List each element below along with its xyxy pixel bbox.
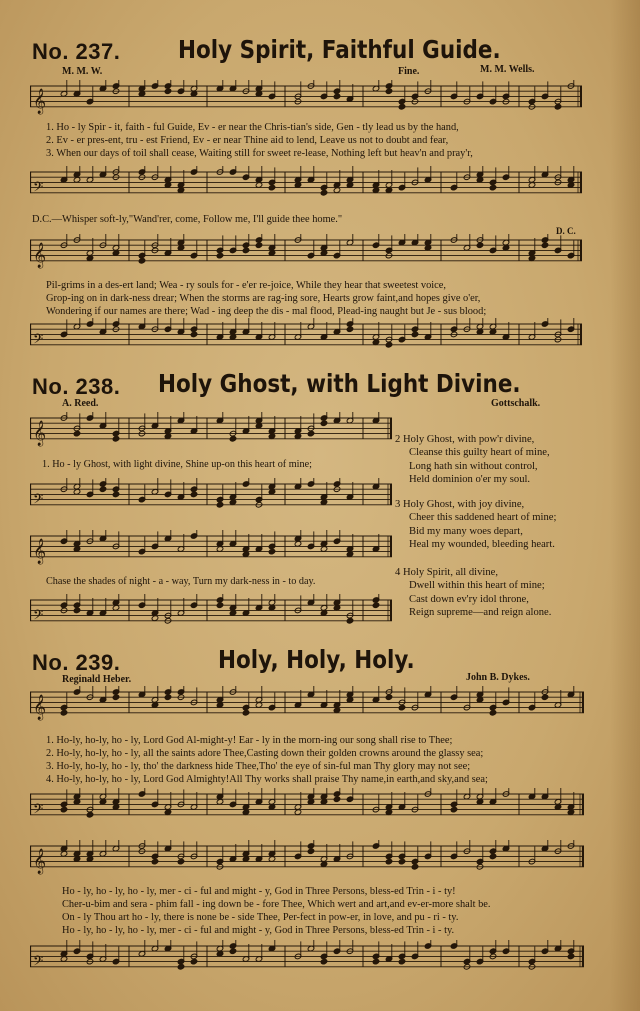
verse-line: 1. Ho - ly Ghost, with light divine, Shine up-on this heart of mine; bbox=[42, 459, 312, 470]
bass-staff bbox=[30, 318, 582, 358]
words-credit: Reginald Heber. bbox=[62, 674, 132, 685]
verse-line: 3. Ho-ly, ho-ly, ho - ly, tho' the darkness hide Thee,Tho' the eye of sin-ful man Thy glory may not see; bbox=[46, 761, 471, 772]
verse-line: 1. Ho - ly Spir - it, faith - ful Guide, Ev - er near the Chris-tian's side, Gen - tly lead us by the hand, bbox=[46, 122, 459, 133]
music-notation bbox=[30, 840, 584, 886]
stanza-block bbox=[395, 566, 551, 619]
stanza-line: 4 Holy Spirit, all divine, bbox=[395, 567, 498, 578]
dc-line: D.C.—Whisper soft-ly,"Wand'rer, come, Follow me, I'll guide thee home." bbox=[32, 214, 343, 225]
music-notation bbox=[30, 234, 582, 278]
verse-line: Chase the shades of night - a - way, Turn my dark-ness in - to day. bbox=[46, 576, 316, 587]
verse-line: 4. Ho-ly, ho-ly, ho - ly, Lord God Almighty!All Thy works shall praise Thy name,in earth,and sky,and sea; bbox=[46, 774, 488, 785]
music-credit: M. M. Wells. bbox=[480, 64, 535, 75]
verse-line: Pil-grims in a des-ert land; Wea - ry souls for - e'er re-joice, While they hear that sweetest voice, bbox=[46, 280, 446, 291]
music-notation bbox=[30, 318, 582, 358]
hymn-title: Holy, Holy, Holy. bbox=[218, 645, 415, 674]
stanza-line: Heal my wounded, bleeding heart. bbox=[409, 538, 555, 550]
verse-line: 1. Ho-ly, ho-ly, ho - ly, Lord God Al-might-y! Ear - ly in the morn-ing our song shall rise to Thee; bbox=[46, 735, 453, 746]
page-edge-shade bbox=[610, 0, 640, 1011]
svg-text:𝄢: 𝄢 bbox=[33, 952, 44, 972]
svg-text:𝄢: 𝄢 bbox=[33, 178, 44, 198]
verse-line: 3. When our days of toil shall cease, Waiting still for sweet re-lease, Nothing left but heav'n and pray'r, bbox=[46, 148, 473, 159]
verse-line: Ho - ly, ho - ly, ho - ly, mer - ci - ful and might - y, God in Three Persons, bless-ed Trin - i - ty. bbox=[62, 925, 455, 936]
verse-line: 2. Ev - er pres-ent, tru - est Friend, Ev - er near Thine aid to lend, Leave us not to doubt and fear, bbox=[46, 135, 449, 146]
stanza-line: 3 Holy Ghost, with joy divine, bbox=[395, 499, 525, 510]
hymn-number: No. 237. bbox=[32, 39, 121, 64]
svg-text:𝄞: 𝄞 bbox=[33, 538, 47, 564]
bass-staff bbox=[30, 166, 582, 210]
verse-line: Ho - ly, ho - ly, ho - ly, mer - ci - ful and might - y, God in Three Persons, bless-ed Trin - i - ty! bbox=[62, 886, 456, 897]
stanza-line: Cleanse this guilty heart of mine, bbox=[409, 447, 550, 459]
stanza-line: Held dominion o'er my soul. bbox=[409, 473, 531, 485]
stanza-line: Bid my many woes depart, bbox=[409, 525, 523, 537]
music-credit: John B. Dykes. bbox=[466, 672, 530, 683]
stanza-line: Cheer this saddened heart of mine; bbox=[409, 512, 557, 524]
svg-text:𝄞: 𝄞 bbox=[33, 848, 47, 874]
verse-line: Cher-u-bim and sera - phim fall - ing down be - fore Thee, Which wert and art,and ev-er-more shalt be. bbox=[62, 899, 491, 910]
svg-text:𝄢: 𝄢 bbox=[33, 800, 44, 820]
svg-text:𝄞: 𝄞 bbox=[33, 694, 47, 720]
music-notation bbox=[30, 478, 392, 518]
bass-staff bbox=[30, 594, 392, 634]
bass-staff bbox=[30, 788, 584, 834]
svg-text:𝄢: 𝄢 bbox=[33, 490, 44, 510]
words-credit: A. Reed. bbox=[62, 398, 99, 409]
svg-text:𝄢: 𝄢 bbox=[33, 606, 44, 626]
verse-line: Grop-ing on in dark-ness drear; When the storms are rag-ing sore, Hearts grow faint,and hopes give o'er, bbox=[46, 293, 481, 304]
treble-staff bbox=[30, 840, 584, 886]
verse-line: On - ly Thou art ho - ly, there is none be - side Thee, Per-fect in pow-er, in love, and pu - ri - ty. bbox=[62, 912, 459, 923]
treble-staff bbox=[30, 686, 584, 734]
treble-staff bbox=[30, 412, 392, 456]
music-notation bbox=[30, 686, 584, 734]
treble-staff bbox=[30, 530, 392, 574]
music-notation bbox=[30, 530, 392, 574]
music-credit: Gottschalk. bbox=[491, 398, 541, 409]
stanza-line: Reign supreme—and reign alone. bbox=[409, 606, 552, 618]
dc-mark: D. C. bbox=[556, 226, 576, 236]
fine-mark: Fine. bbox=[398, 66, 420, 77]
hymn-number: No. 239. bbox=[32, 650, 121, 675]
svg-text:𝄞: 𝄞 bbox=[33, 420, 47, 446]
words-credit: M. M. W. bbox=[62, 66, 103, 77]
music-notation bbox=[30, 166, 582, 210]
treble-staff bbox=[30, 234, 582, 278]
svg-text:𝄢: 𝄢 bbox=[33, 330, 44, 350]
svg-text:𝄞: 𝄞 bbox=[33, 88, 47, 114]
stanza-block bbox=[395, 498, 556, 551]
stanza-line: 2 Holy Ghost, with pow'r divine, bbox=[395, 434, 535, 445]
music-notation bbox=[30, 788, 584, 834]
bass-staff bbox=[30, 478, 392, 518]
music-notation bbox=[30, 412, 392, 456]
stanza-line: Cast down ev'ry idol throne, bbox=[409, 593, 529, 605]
hymn-number: No. 238. bbox=[32, 374, 121, 399]
verse-line: 2. Ho-ly, ho-ly, ho - ly, all the saints adore Thee,Casting down their golden crowns around the glassy sea; bbox=[46, 748, 484, 759]
hymn-title: Holy Spirit, Faithful Guide. bbox=[178, 35, 501, 64]
music-notation bbox=[30, 940, 584, 990]
treble-staff bbox=[30, 80, 582, 124]
stanza-line: Long hath sin without control, bbox=[409, 460, 538, 472]
verse-line: Wondering if our names are there; Wad - ing deep the dis - mal flood, Plead-ing naught but Je - sus blood; bbox=[46, 306, 487, 317]
bass-staff bbox=[30, 940, 584, 990]
hymn-title: Holy Ghost, with Light Divine. bbox=[158, 369, 521, 398]
stanza-line: Dwell within this heart of mine; bbox=[409, 580, 545, 592]
music-notation bbox=[30, 80, 582, 124]
music-notation bbox=[30, 594, 392, 634]
stanza-block bbox=[395, 433, 550, 486]
svg-text:𝄞: 𝄞 bbox=[33, 242, 47, 268]
